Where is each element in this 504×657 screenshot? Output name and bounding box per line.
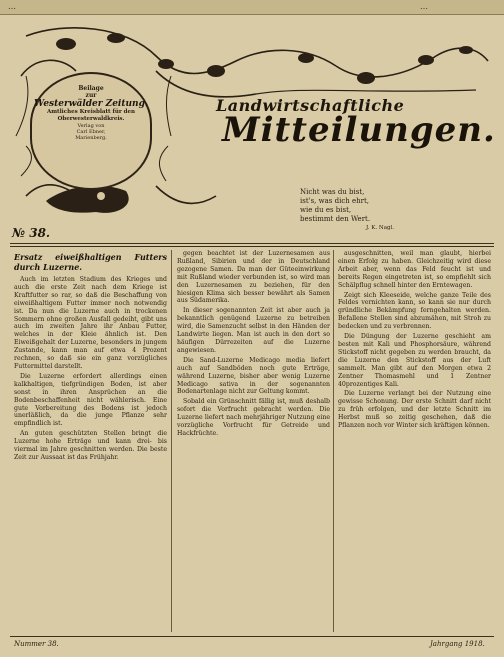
footer-issue: Nummer 38. <box>14 640 59 648</box>
paragraph: Zeigt sich Kleeseide, welche ganze Teile des Feldes vernichten kann, so kann sie nur durch gründliche Bekämpfung ferngehalten werden. Befallene Stellen sind abzumähen, mit Stroh zu bedecken und zu verbrennen. <box>338 291 491 331</box>
paragraph: Auch im letzten Stadium des Krieges und auch die erste Zeit nach dem Kriege ist Kraftfutter so rar, so daß die Beschaffung von eiweißhaltigem Futter immer noch notwendig ist. Da nun die Luzerne auch in trockenen Sommern ohne großen Ausfall gedeiht, gibt uns auch im zweiten Jahre ihr Anbau Futter, welches in der Kleie ähnlich ist. Den Eiweißgehalt der Luzerne, besonders in jungem Zustande, kann man auf etwa 4 Prozent rechnen, so daß sie ein ganz vorzügliches Futtermittel darstellt. <box>14 276 167 370</box>
paragraph: An guten geschützten Stellen bringt die Luzerne hohe Erträge und kann drei- bis viermal im Jahre geschnitten werden. Die beste Zeit zur Aussaat ist das Frühjahr. <box>14 430 167 461</box>
article-column-1 <box>14 250 167 635</box>
motto-line: ist's, was dich ehrt, <box>300 197 370 205</box>
previous-page-strip <box>0 0 504 15</box>
column-divider <box>171 250 172 632</box>
strip-text-left: … <box>8 2 16 11</box>
issue-number: № 38. <box>12 226 51 240</box>
masthead-title-line-2: Mitteilungen. <box>222 110 496 150</box>
strip-text-right: … <box>420 2 428 11</box>
column-divider <box>333 250 334 632</box>
paragraph: Die Düngung der Luzerne geschieht am besten mit Kali und Phosphorsäure, während Stickstoff nicht gegeben zu werden braucht, da die Luzerne den Stickstoff aus der Luft sammelt. Man gibt auf den Morgen etwa 2 Zentner Thomasmehl und 1 Zentner 40prozentiges Kali. <box>338 333 491 388</box>
paragraph: gegen beachtet ist der Luzernesamen aus Rußland, Sibirien und der in Deutschland gezogene Samen. Da man der Güteeinwirkung mit Rußland wieder verbunden ist, so wird man den Luzernesamen zu beziehen, für den hiesigen Klima sich besser bewährt als Samen aus Südamerika. <box>177 250 330 305</box>
article-column-3 <box>338 250 491 635</box>
supplement-of: zur <box>85 92 97 99</box>
publisher-city: Marienberg. <box>75 135 107 141</box>
paragraph: Die Luzerne verlangt bei der Nutzung eine gewisse Schonung. Der erste Schnitt darf nicht zu früh erfolgen, und der letzte Schnitt im Herbst muß so zeitig geschehen, daß die Pflanzen noch vor Winter sich kräftigen können. <box>338 390 491 430</box>
newspaper-name: Westerwälder Zeitung. <box>33 99 149 109</box>
motto-author: J. K. Nagl. <box>366 225 394 231</box>
motto-line: bestimmt den Wert. <box>300 215 371 223</box>
publisher-name: Carl Ebner, <box>76 129 106 135</box>
motto-line: Nicht was du bist, <box>300 188 365 196</box>
footer-rule <box>10 636 494 637</box>
supplement-label: Beilage <box>78 85 104 92</box>
header-rule <box>10 243 494 244</box>
article-headline: Ersatz eiweißhaltigen Futters durch Luzerne. <box>14 252 167 272</box>
newspaper-emblem <box>30 72 152 190</box>
official-line-2: Oberwesterwaldkreis. <box>57 116 125 122</box>
paragraph: Die Luzerne erfordert allerdings einen kalkhaltigen, tiefgründigen Boden, ist aber sonst in ihren Ansprüchen an die Bodenbeschaffenheit nicht wählerisch. Eine gute Vorbereitung des Bodens ist jedoch unerläßlich, da die junge Pflanze sehr empfindlich ist. <box>14 372 167 428</box>
paragraph: ausgeschnitten, weil man glaubt, hierbei einen Erfolg zu haben. Gleichzeitig wird diese Arbeit aber, wenn das Feld feucht ist und bereits Regen eingetreten ist, so empfiehlt sich Schälpflug schnell hinter den Erntewagen. <box>338 250 491 289</box>
motto-line: wie du es bist, <box>300 206 352 214</box>
header-rule-2 <box>10 246 494 247</box>
motto <box>300 188 410 224</box>
article-column-2 <box>177 250 330 635</box>
paragraph: Sobald ein Grünschnitt fällig ist, muß deshalb sofort die Vorfrucht gebracht werden. Die Luzerne liefert nach mehrjähriger Nutzung eine vorzügliche Vorfrucht für Getreide und Hackfrüchte. <box>177 398 330 437</box>
publisher-line: Verlag von <box>77 123 105 129</box>
official-line-1: Amtliches Kreisblatt für den <box>46 109 136 115</box>
footer-year: Jahrgang 1918. <box>430 640 485 648</box>
paragraph: In dieser sogenannten Zeit ist aber auch ja bekanntlich genügend Luzerne zu betreiben wird, die Samenzucht selbst in den Händen der Landwirte liegen. Man ist auch in den dort so häufigen Dürrezeiten auf die Luzerne angewiesen. <box>177 307 330 354</box>
masthead-title-line-1: Landwirtschaftliche <box>216 96 405 115</box>
paragraph: Die Sand-Luzerne Medicago media liefert auch auf Sandböden noch gute Erträge, während Luzerne, bisher aber wenig Luzerne Medicago sativa in der sogenannten Bodenartenlage nicht zur Geltung kommt. <box>177 356 330 396</box>
